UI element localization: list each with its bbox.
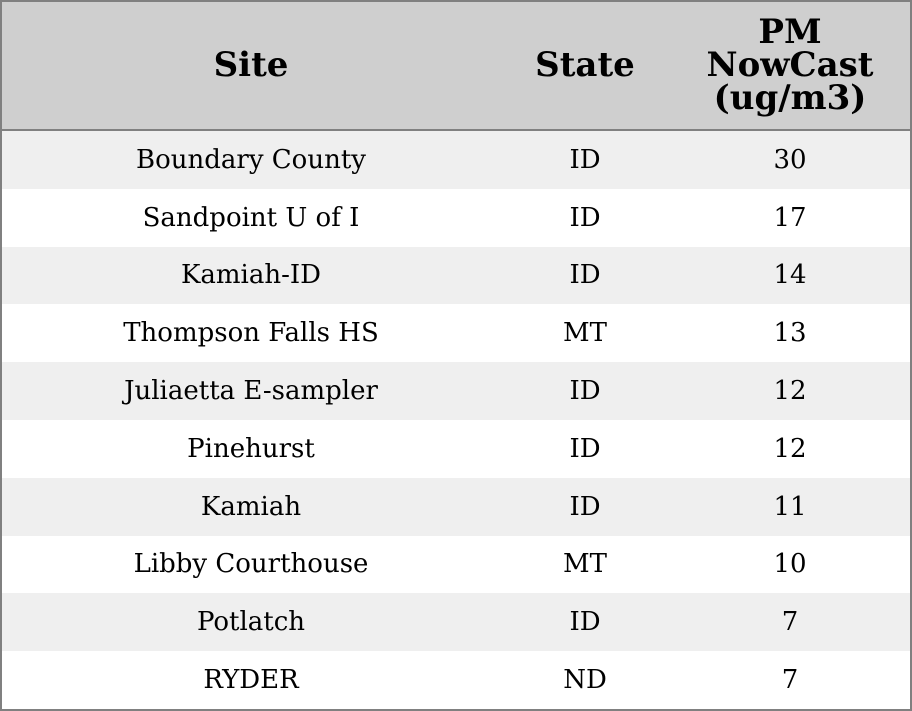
cell-state: ID [569, 491, 601, 522]
cell-pm: 11 [773, 491, 807, 522]
cell-site: RYDER [203, 665, 299, 696]
cell-pm: 13 [773, 318, 807, 349]
cell-pm: 17 [773, 202, 807, 233]
header-pm-nowcast: PM NowCast (ug/m3) [706, 12, 874, 118]
cell-state: MT [563, 549, 607, 580]
cell-state: ID [569, 433, 601, 464]
table-row [2, 593, 910, 651]
table-row [2, 247, 910, 305]
cell-state: ID [569, 144, 601, 175]
table-row [2, 651, 910, 709]
header-site: Site [213, 45, 289, 85]
cell-state: ID [569, 260, 601, 291]
table-row [2, 362, 910, 420]
header-state: State [535, 45, 635, 85]
table-row [2, 189, 910, 247]
cell-state: ID [569, 202, 601, 233]
cell-state: ND [563, 665, 607, 696]
table-row [2, 420, 910, 478]
cell-pm: 14 [773, 260, 807, 291]
cell-state: ID [569, 376, 601, 407]
cell-site: Thompson Falls HS [123, 318, 379, 349]
cell-pm: 10 [773, 549, 807, 580]
table-body [2, 131, 910, 709]
cell-site: Pinehurst [187, 433, 315, 464]
table-row [2, 131, 910, 189]
cell-site: Kamiah [200, 491, 302, 522]
table-header-row [2, 2, 910, 131]
cell-state: MT [563, 318, 607, 349]
cell-site: Libby Courthouse [133, 549, 369, 580]
cell-pm: 7 [781, 665, 799, 696]
cell-site: Sandpoint U of I [142, 202, 360, 233]
cell-site: Potlatch [196, 607, 306, 638]
cell-pm: 7 [781, 607, 799, 638]
cell-pm: 30 [773, 144, 807, 175]
cell-site: Juliaetta E-sampler [124, 376, 378, 407]
cell-site: Boundary County [136, 144, 366, 175]
cell-pm: 12 [773, 433, 807, 464]
table-row [2, 304, 910, 362]
cell-state: ID [569, 607, 601, 638]
table-row [2, 536, 910, 594]
cell-pm: 12 [773, 376, 807, 407]
cell-site: Kamiah-ID [180, 260, 322, 291]
table-row [2, 478, 910, 536]
